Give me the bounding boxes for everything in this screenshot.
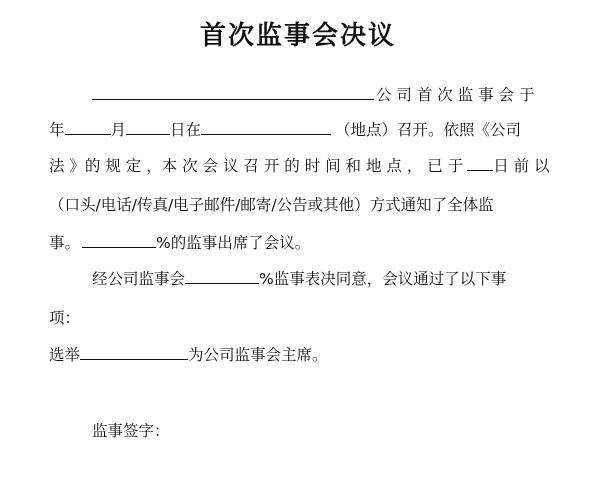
meeting-intro-text: 公 司 首 次 监 事 会 于	[376, 86, 535, 104]
elect-suffix: 为公司监事会主席。	[188, 346, 328, 364]
chairman-name-blank[interactable]	[80, 344, 188, 360]
year-label: 年	[49, 121, 65, 139]
paragraph-2-line-2	[49, 307, 80, 329]
attendance-prefix: 事。	[49, 234, 81, 252]
notice-methods-text: （口头/电话/传真/电子邮件/邮寄/公告或其他）方式通知了全体监	[49, 196, 494, 214]
year-blank[interactable]	[65, 119, 111, 135]
signature-line	[92, 420, 170, 442]
day-at-label: 日在	[170, 121, 202, 139]
notice-days-blank[interactable]	[467, 155, 493, 171]
paragraph-3	[49, 344, 328, 366]
location-blank[interactable]	[201, 119, 331, 135]
document-title: 首次监事会决议	[199, 21, 396, 51]
paragraph-1-line-2	[49, 119, 521, 141]
month-label: 月	[110, 121, 127, 139]
notice-days-tail: 日 前 以	[493, 157, 550, 175]
signature-label: 监事签字：	[92, 422, 170, 440]
vote-percent-blank[interactable]	[185, 268, 259, 284]
company-name-blank[interactable]	[92, 84, 374, 100]
paragraph-1-line-4	[49, 194, 494, 216]
attendance-suffix: %的监事出席了会议。	[156, 234, 311, 252]
elect-prefix: 选举	[49, 346, 81, 364]
paragraph-1-line-5	[49, 232, 310, 254]
vote-suffix: %监事表决同意，会议通过了以下事	[259, 270, 507, 288]
day-blank[interactable]	[126, 119, 170, 135]
paragraph-2-line-1	[92, 268, 506, 290]
location-text: （地点）召开。依照《公司	[335, 121, 522, 139]
paragraph-1-line-1	[92, 84, 548, 106]
vote-prefix: 经公司监事会	[92, 270, 186, 288]
law-clause-text: 法 》的 规 定 ，本 次 会 议 召 开 的 时 间 和 地 点 ， 已 于	[49, 157, 464, 175]
attendance-percent-blank[interactable]	[82, 232, 156, 248]
paragraph-1-line-3	[49, 155, 550, 177]
matters-label: 项：	[49, 309, 81, 327]
